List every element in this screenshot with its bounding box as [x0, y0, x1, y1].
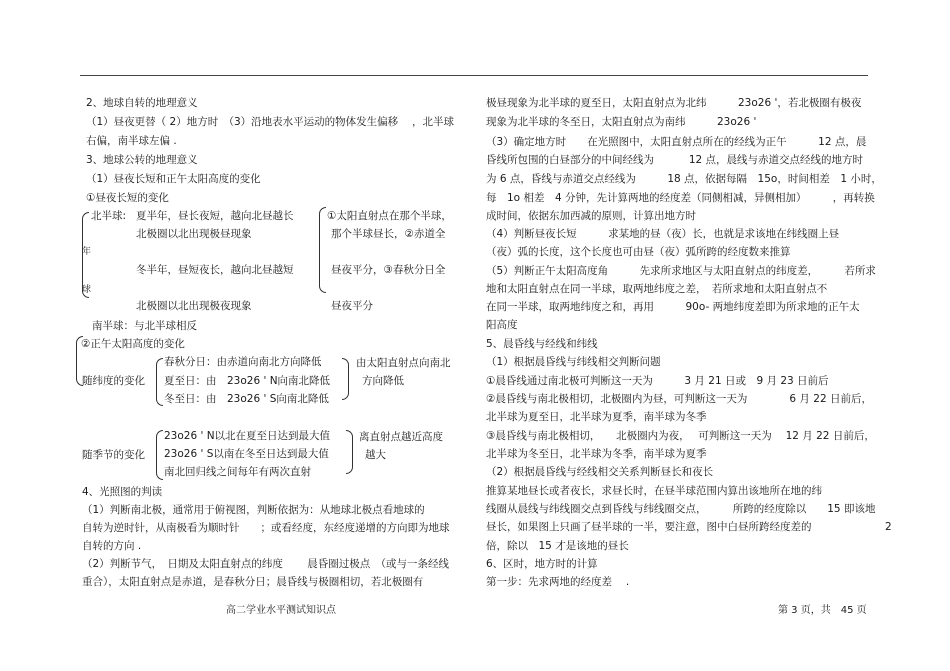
north-hemisphere-label: 北半球:	[91, 210, 127, 222]
text-line: （2）判断节气， 日期及太阳直射点的纬度 晨昏圈过极点 （或与一条经线	[82, 558, 450, 570]
brace-season-right	[346, 430, 353, 474]
equinox-text: 春秋分日：由赤道向南北方向降低	[164, 356, 322, 368]
season-text: 23o26 ' N以北在夏至日达到最大值	[164, 430, 331, 442]
season-rule-text: 越大	[365, 449, 386, 461]
text-line: ②晨昏线与南北极相切，北极圈内为昼，可判断这一天为 6 月 22 日前后，	[486, 393, 872, 405]
text-line: 昏线所包围的白昼部分的中间经线为 12 点，晨线与赤道交点经线的地方时	[486, 154, 864, 166]
side-char: 球	[82, 285, 92, 295]
text-line: （1）根据晨昏线与纬线相交判断问题	[486, 356, 661, 368]
text-line: 自转的方向 .	[82, 540, 142, 552]
polar-day-text: 北极圈以北出现极昼现象	[136, 228, 252, 240]
text-line: （夜）弧的长度，这个长度也可由昼（夜）弧所跨的经度数来推算	[486, 246, 791, 258]
text-line: 极昼现象为北半球的夏至日，太阳直射点为北纬 23o26 '，若北极圈有极夜	[486, 97, 862, 109]
side-char: 年	[82, 247, 92, 257]
summer-half-text: 夏半年，昼长夜短，越向北昼越长	[136, 210, 294, 222]
text-line: 第一步：先求两地的经度差 .	[486, 576, 630, 588]
south-hemisphere-text: 南半球：与北半球相反	[92, 320, 197, 332]
text-line: 倍，除以 15 才是该地的昼长	[486, 540, 629, 552]
noon-height-heading: ②正午太阳高度的变化	[81, 338, 185, 350]
season-text: 23o26 ' S以南在冬至日达到最大值	[164, 448, 329, 460]
brace-latitude-right	[342, 358, 349, 400]
section-heading: 4、光照图的判读	[82, 486, 163, 498]
text-line: 现象为北半球的冬至日，太阳直射点为南纬 23o26 '	[486, 116, 757, 128]
winter-half-text: 冬半年，昼短夜长，越向北昼越短	[136, 264, 294, 276]
text-line: 推算某地昼长或者夜长，求昼长时，在昼半球范围内算出该地所在地的纬	[486, 485, 822, 497]
text-line: ①昼夜长短的变化	[86, 192, 169, 204]
text-line: 在同一半球，取两地纬度之和，再用 90o- 两地纬度差即为所求地的正午太	[486, 301, 860, 313]
rule-text: ①太阳直射点在那个半球，	[327, 210, 452, 222]
text-line: （4）判断昼夜长短 求某地的昼（夜）长，也就是求该地在纬线圈上昼	[486, 228, 840, 240]
rule-text: 那个半球昼长，②赤道全	[331, 228, 446, 240]
text-line: （2）根据晨昏线与经线相交关系判断昼长和夜长	[486, 466, 714, 478]
brace-season	[156, 430, 163, 480]
section-heading: 2、地球自转的地理意义	[86, 97, 198, 109]
text-line: （1）昼夜长短和正午太阳高度的变化	[86, 173, 261, 185]
section-heading: 3、地球公转的地理意义	[86, 154, 198, 166]
text-line: 每 1o 相差 4 分钟，先计算两地的经度差（同侧相减，异侧相加） ，再转换	[486, 192, 875, 204]
text-line: 右偏，南半球左偏 .	[86, 135, 177, 147]
text-line: ①晨昏线通过南北极可判断这一天为 3 月 21 日或 9 月 23 日前后	[486, 375, 829, 387]
polar-night-text: 北极圈以北出现极夜现象	[136, 300, 252, 312]
latitude-rule-text: 由太阳直射点向南北	[356, 357, 451, 369]
text-line: 昼长，如果图上只画了昼半球的一半，要注意，图中白昼所跨经度差的 2	[486, 521, 892, 533]
text-line: （3）确定地方时 在光照图中，太阳直射点所在的经线为正午 12 点，晨	[486, 136, 867, 148]
brace-right-group	[319, 207, 326, 293]
footer-title: 高二学业水平测试知识点	[226, 605, 336, 616]
latitude-variation-label: 随纬度的变化	[82, 375, 145, 387]
summer-solstice-text: 夏至日：由 23o26 ' N向南北降低	[164, 375, 331, 387]
rule-text: 昼夜平分	[331, 300, 373, 312]
text-line: 北半球为冬至日，北半球为冬季，南半球为夏季	[486, 448, 707, 460]
text-line: 自转为逆时针，从南极看为顺时针 ；或看经度，东经度递增的方向即为地球	[82, 522, 450, 534]
season-rule-text: 离直射点越近高度	[359, 431, 443, 443]
text-line: 北半球为夏至日，北半球为夏季，南半球为冬季	[486, 411, 707, 423]
season-text: 南北回归线之间每年有两次直射	[164, 466, 311, 478]
text-line: ③晨昏线与南北极相切， 北极圈内为夜， 可判断这一天为 12 月 22 日前后，	[486, 430, 875, 442]
header-rule	[80, 75, 868, 76]
rule-text: 昼夜平分，③春秋分日全	[331, 264, 446, 276]
text-line: 线圈从晨线与纬线圈交点到昏线与纬线圈交点， 所跨的经度除以 15 即该地	[486, 503, 876, 515]
text-line: 地和太阳直射点在同一半球，取两地纬度之差， 若所求地和太阳直射点不	[486, 283, 828, 295]
text-line: （1）昼夜更替（ 2）地方时 （3）沿地表水平运动的物体发生偏移 ，北半球	[86, 116, 454, 128]
text-line: 重合），太阳直射点是赤道，是春秋分日；晨昏线与极圈相切，若北极圈有	[82, 576, 424, 588]
text-line: 成时间，依据东加西减的原则，计算出地方时	[486, 210, 696, 222]
latitude-rule-text: 方向降低	[362, 375, 404, 387]
winter-solstice-text: 冬至日：由 23o26 ' S向南北降低	[164, 393, 329, 405]
season-variation-label: 随季节的变化	[82, 449, 145, 461]
brace-latitude	[156, 358, 163, 406]
text-line: （1）判断南北极，通常用于俯视图，判断依据为：从地球北极点看地球的	[82, 504, 425, 516]
page-number: 第 3 页，共 45 页	[778, 605, 867, 616]
text-line: 阳高度	[486, 319, 518, 331]
text-line: 为 6 点，昏线与赤道交点经线为 18 点，依据每隔 15o，时间相差 1 小时，	[486, 173, 882, 185]
section-heading: 5、晨昏线与经线和纬线	[486, 338, 598, 350]
text-line: （5）判断正午太阳高度角 先求所求地区与太阳直射点的纬度差， 若所求	[486, 265, 876, 277]
section-heading: 6、区时，地方时的计算	[486, 558, 598, 570]
